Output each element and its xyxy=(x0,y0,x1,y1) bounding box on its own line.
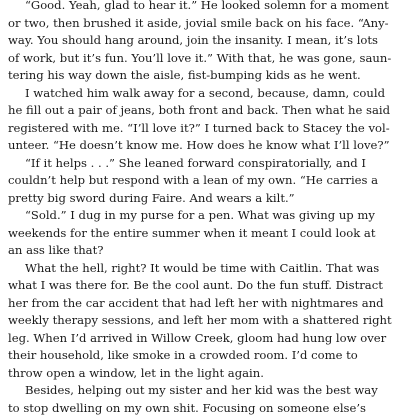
text-line: What the hell, right? It would be time with Caitlin. That was xyxy=(8,260,392,278)
text-line: what I was there for. Be the cool aunt. Do the fun stuff. Distract xyxy=(8,277,392,295)
text-line: or two, then brushed it aside, jovial smile back on his face. “Any- xyxy=(8,15,392,33)
text-line: I watched him walk away for a second, because, damn, could xyxy=(8,85,392,103)
text-line: weekends for the entire summer when it meant I could look at xyxy=(8,225,392,243)
text-line: couldn’t help but respond with a lean of my own. “He carries a xyxy=(8,172,392,190)
text-line: an ass like that? xyxy=(8,242,392,260)
text-line: to stop dwelling on my own shit. Focusing on someone else’s xyxy=(8,400,392,417)
body-text xyxy=(8,0,392,417)
text-line: leg. When I’d arrived in Willow Creek, gloom had hung low over xyxy=(8,330,392,348)
text-line: Besides, helping out my sister and her kid was the best way xyxy=(8,382,392,400)
text-line: “Sold.” I dug in my purse for a pen. What was giving up my xyxy=(8,207,392,225)
text-line: pretty big sword during Faire. And wears a kilt.” xyxy=(8,190,392,208)
text-line: “If it helps . . .” She leaned forward conspiratorially, and I xyxy=(8,155,392,173)
text-line: way. You should hang around, join the insanity. I mean, it’s lots xyxy=(8,32,392,50)
text-line: throw open a window, let in the light again. xyxy=(8,365,392,383)
text-line: “Good. Yeah, glad to hear it.” He looked solemn for a moment xyxy=(8,0,392,15)
text-line: tering his way down the aisle, fist-bumping kids as he went. xyxy=(8,67,392,85)
text-line: of work, but it’s fun. You’ll love it.” With that, he was gone, saun- xyxy=(8,50,392,68)
text-line: he fill out a pair of jeans, both front and back. Then what he said xyxy=(8,102,392,120)
text-line: unteer. “He doesn’t know me. How does he know what I’ll love?” xyxy=(8,137,392,155)
text-line: weekly therapy sessions, and left her mom with a shattered right xyxy=(8,312,392,330)
text-line: registered with me. “I’ll love it?” I turned back to Stacey the vol- xyxy=(8,120,392,138)
text-line: her from the car accident that had left her with nightmares and xyxy=(8,295,392,313)
text-line: their household, like smoke in a crowded room. I’d come to xyxy=(8,347,392,365)
